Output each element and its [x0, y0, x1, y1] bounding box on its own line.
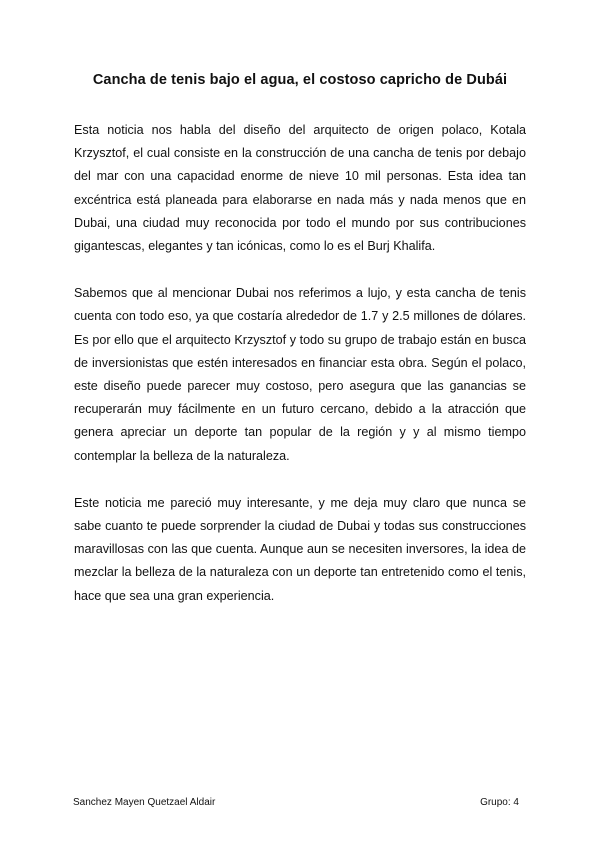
paragraph-3: Este noticia me pareció muy interesante, y me deja muy claro que nunca se sabe cuanto te puede sorprender la ciudad de Dubai y todas sus construcciones maravillosas con las que cuenta. Aunque aun se necesiten inversores, la idea de mezclar la belleza de la naturaleza con un deporte tan entretenido como el tenis, hace que sea una gran experiencia.: [74, 495, 526, 603]
paragraph-1: Esta noticia nos habla del diseño del arquitecto de origen polaco, Kotala Krzysztof, el cual consiste en la construcción de una cancha de tenis por debajo del mar con una capacidad enorme de nieve 10 mil personas. Esta idea tan excéntrica está planeada para elaborarse en nada más y nada menos que en Dubai, una ciudad muy reconocida por todo el mundo por sus contribuciones gigantescas, elegantes y tan icónicas, como lo es el Burj Khalifa.: [74, 123, 526, 254]
footer-author: Sanchez Mayen Quetzael Aldair: [73, 797, 216, 808]
paragraph-2: Sabemos que al mencionar Dubai nos referimos a lujo, y esta cancha de tenis cuenta con todo eso, ya que costaría alrededor de 1.7 y 2.5 millones de dólares. Es por ello que el arquitecto Krzysztof y todo su grupo de trabajo están en busca de inversionistas que estén interesados en financiar esta obra. Según el polaco, este diseño puede parecer muy costoso, pero asegura que las ganancias se recuperarán muy fácilmente en un futuro cercano, debido a la atracción que genera apreciar un deporte tan popular de la región y y al mismo tiempo contemplar la belleza de la naturaleza.: [74, 286, 526, 463]
footer-group: Grupo: 4: [480, 797, 519, 808]
document-title: Cancha de tenis bajo el agua, el costoso capricho de Dubái: [92, 72, 508, 88]
document-body: [74, 119, 526, 632]
